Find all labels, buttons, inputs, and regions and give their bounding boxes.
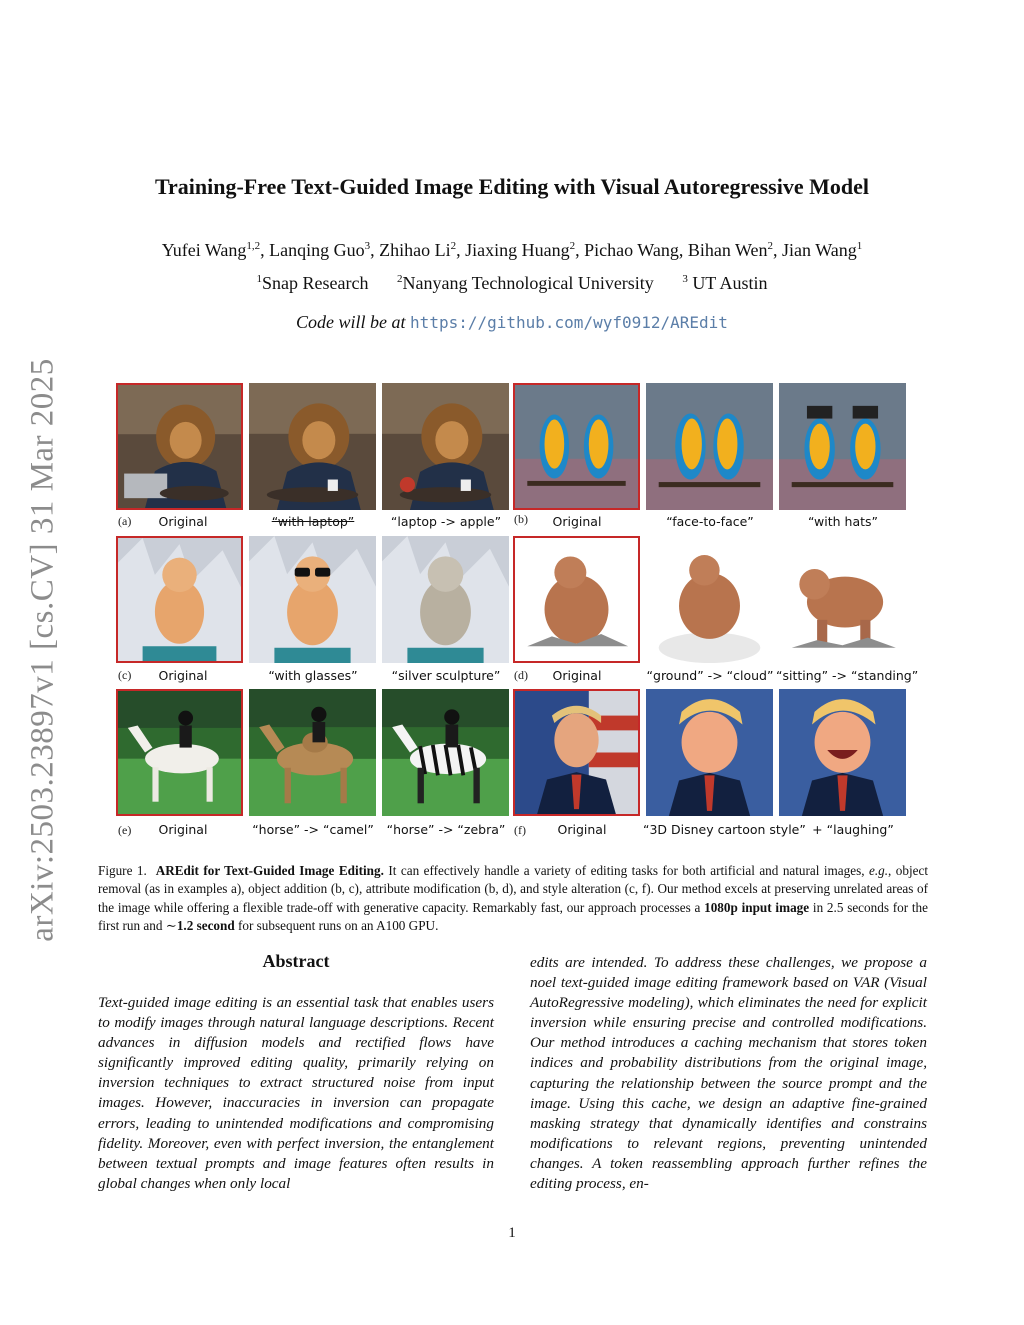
caption-d-2: “ground” -> “cloud” xyxy=(646,668,774,683)
panel-label-f: (f) xyxy=(514,823,526,837)
image-portrait-original xyxy=(513,689,640,816)
author: Lanqing Guo$^3$ xyxy=(269,240,371,260)
caption-d-1: Original xyxy=(552,668,602,683)
image-bear-edit-2 xyxy=(779,536,906,663)
caption-c-3: “silver sculpture” xyxy=(391,668,501,683)
arxiv-sidebar-stamp xyxy=(18,350,68,950)
caption-b-2: “face-to-face” xyxy=(666,514,754,529)
panel-label-b: (b) xyxy=(514,512,528,526)
caption-d-3: “sitting” -> “standing” xyxy=(776,668,919,683)
image-cat-edit-2 xyxy=(382,536,509,663)
image-bear-original xyxy=(513,536,640,663)
abstract-text-right: edits are intended. To address these challenges, we propose a noel text-guided image editing framework based on VAR (Visual AutoRegressive modeling), which eliminates the need for explicit inversion while ensuring precise and controlled modifications. Our method introduces a caching mechanism that stores token indices and probability distributions from the original image, capturing the relationship between the source prompt and the image. Using this cache, we design an adaptive fine-grained masking strategy that dynamically identifies and constrains modifications to relevant regions, preventing unintended changes. A token reassembling approach further refines the editing process, en- xyxy=(530,954,927,1193)
caption-b-1: Original xyxy=(552,514,602,529)
caption-e-2: “horse” -> “camel” xyxy=(252,822,374,837)
caption-f-1: Original xyxy=(557,822,607,837)
caption-f-3: + “laughing” xyxy=(812,822,894,837)
author: Jiaxing Huang$^2$ xyxy=(465,240,576,260)
image-portrait-edit-2 xyxy=(779,689,906,816)
author: Bihan Wen$^2$ xyxy=(687,240,774,260)
author-list: Yufei Wang$^{1,2}$, Lanqing Guo$^3$, Zhihao Li$^2$, Jiaxing Huang$^2$, Pichao Wang, Bihan Wen$^2$, Jian Wang$^1$ xyxy=(161,240,863,260)
author: Zhihao Li$^2$ xyxy=(379,240,457,260)
image-horse-edit-2 xyxy=(382,689,509,816)
image-lion-edit-2 xyxy=(382,383,509,510)
page-number: 1 xyxy=(508,1225,516,1241)
arxiv-id: arXiv:2503.23897v1 [cs.CV] 31 Mar 2025 xyxy=(24,358,61,942)
image-horse-original xyxy=(116,689,243,816)
caption-a-3: “laptop -> apple” xyxy=(390,514,502,529)
code-availability: Code will be at https://github.com/wyf0912/AREdit xyxy=(296,312,728,332)
figure-caption: Figure 1. AREdit for Text-Guided Image Editing. It can effectively handle a variety of editing tasks for both artificial and natural images, e.g., object removal (as in examples a), object addition (b, c), attribute modification (b, d), and style alteration (c, f). Our method excels at preserving unrelated areas of the image while offering a flexible trade-off with generative capacity. Remarkably fast, our approach processes a 1080p input image in 2.5 seconds for the first run and ∼1.2 second for subsequent runs on an A100 GPU. xyxy=(98,863,928,934)
image-horse-edit-1 xyxy=(249,689,376,816)
affiliation: $^1$Snap Research xyxy=(256,273,369,293)
paper-title: Training-Free Text-Guided Image Editing with Visual Autoregressive Model xyxy=(154,174,869,199)
image-lion-edit-1 xyxy=(249,383,376,510)
caption-f-2: “3D Disney cartoon style” xyxy=(643,822,806,837)
caption-c-2: “with glasses” xyxy=(268,668,358,683)
caption-e-1: Original xyxy=(158,822,208,837)
panel-label-c: (c) xyxy=(118,668,132,682)
panel-label-a: (a) xyxy=(118,514,132,528)
panel-label-e: (e) xyxy=(118,823,132,837)
affiliation: $^2$Nanyang Technological University xyxy=(396,273,654,293)
panel-label-d: (d) xyxy=(514,668,528,682)
image-cat-original xyxy=(116,536,243,663)
code-url-link[interactable]: https://github.com/wyf0912/AREdit xyxy=(410,313,728,332)
affiliation-list xyxy=(0,273,1024,294)
image-parrots-original xyxy=(513,383,640,510)
author: Yufei Wang$^{1,2}$ xyxy=(161,240,261,260)
caption-a-2: “with laptop” xyxy=(271,514,355,529)
image-portrait-edit-1 xyxy=(646,689,773,816)
affiliation: $^3$ UT Austin xyxy=(682,273,768,293)
caption-e-3: “horse” -> “zebra” xyxy=(386,822,506,837)
image-bear-edit-1 xyxy=(646,536,773,663)
abstract-heading: Abstract xyxy=(262,951,330,971)
caption-c-1: Original xyxy=(158,668,208,683)
caption-b-3: “with hats” xyxy=(808,514,878,529)
caption-a-1: Original xyxy=(158,514,208,529)
author: Jian Wang$^1$ xyxy=(782,240,863,260)
image-cat-edit-1 xyxy=(249,536,376,663)
image-parrots-edit-2 xyxy=(779,383,906,510)
image-parrots-edit-1 xyxy=(646,383,773,510)
image-lion-original xyxy=(116,383,243,510)
author: Pichao Wang xyxy=(584,240,679,260)
figure-1 xyxy=(116,383,919,843)
abstract-text-left: Text-guided image editing is an essential task that enables users to modify images through natural language descriptions. Recent advances in diffusion models and rectified flows have significantly improved editing quality, primarily relying on inversion techniques to extract structured noise from input images. However, inaccuracies in inversion can propagate errors, leading to unintended modifications and compromising fidelity. Moreover, even with perfect inversion, the entanglement between textual prompts and image features often results in global changes when only local xyxy=(98,994,494,1192)
